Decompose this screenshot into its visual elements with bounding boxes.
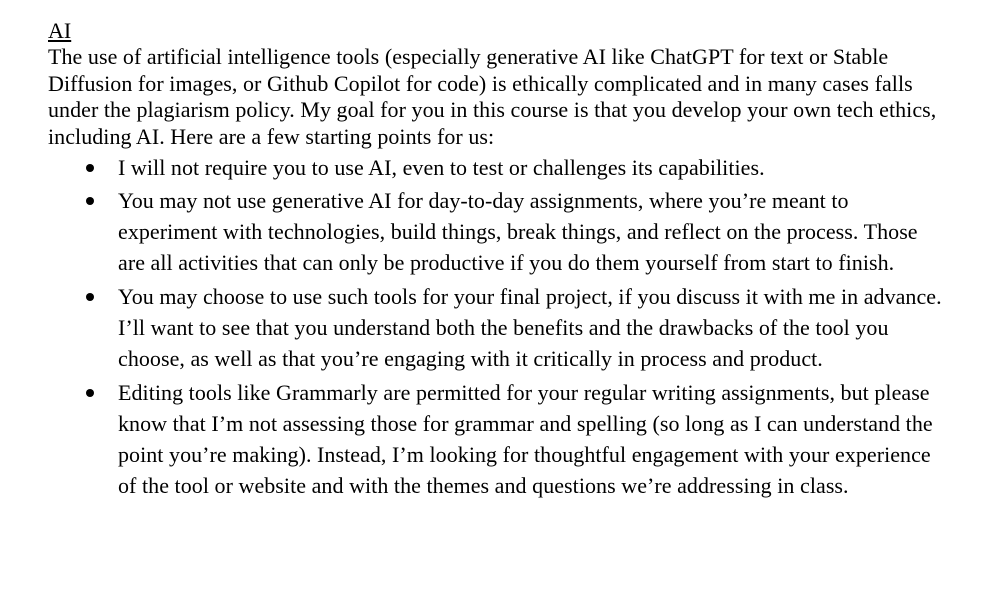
section-heading: AI bbox=[48, 18, 72, 43]
bullet-list bbox=[48, 152, 948, 501]
bullet-icon bbox=[86, 389, 94, 397]
intro-paragraph: The use of artificial intelligence tools (especially generative AI like ChatGPT for text or Stable Diffusion for images, or Github Copilot for code) is ethically complicated and in many cases falls under the plagiarism policy. My goal for you in this course is that you develop your own tech ethics, including AI. Here are a few starting points for us: bbox=[48, 44, 937, 149]
document-body bbox=[48, 18, 948, 501]
list-item bbox=[48, 152, 948, 183]
bullet-icon bbox=[86, 197, 94, 205]
list-item-text: You may choose to use such tools for your final project, if you discuss it with me in advance. I’ll want to see that you understand both the benefits and the drawbacks of the tool you choose, as well as that you’re engaging with it critically in process and product. bbox=[118, 284, 942, 371]
bullet-icon bbox=[86, 164, 94, 172]
list-item-text: I will not require you to use AI, even to test or challenges its capabilities. bbox=[118, 155, 765, 180]
list-item bbox=[48, 185, 948, 278]
list-item-text: Editing tools like Grammarly are permitted for your regular writing assignments, but please know that I’m not assessing those for grammar and spelling (so long as I can understand the point you’re making). Instead, I’m looking for thoughtful engagement with your experience of the tool or website and with the themes and questions we’re addressing in class. bbox=[118, 380, 933, 498]
list-item-text: You may not use generative AI for day-to-day assignments, where you’re meant to experiment with technologies, build things, break things, and reflect on the process. Those are all activities that can only be productive if you do them yourself from start to finish. bbox=[118, 188, 918, 275]
list-item bbox=[48, 377, 948, 501]
bullet-icon bbox=[86, 293, 94, 301]
list-item bbox=[48, 281, 948, 374]
